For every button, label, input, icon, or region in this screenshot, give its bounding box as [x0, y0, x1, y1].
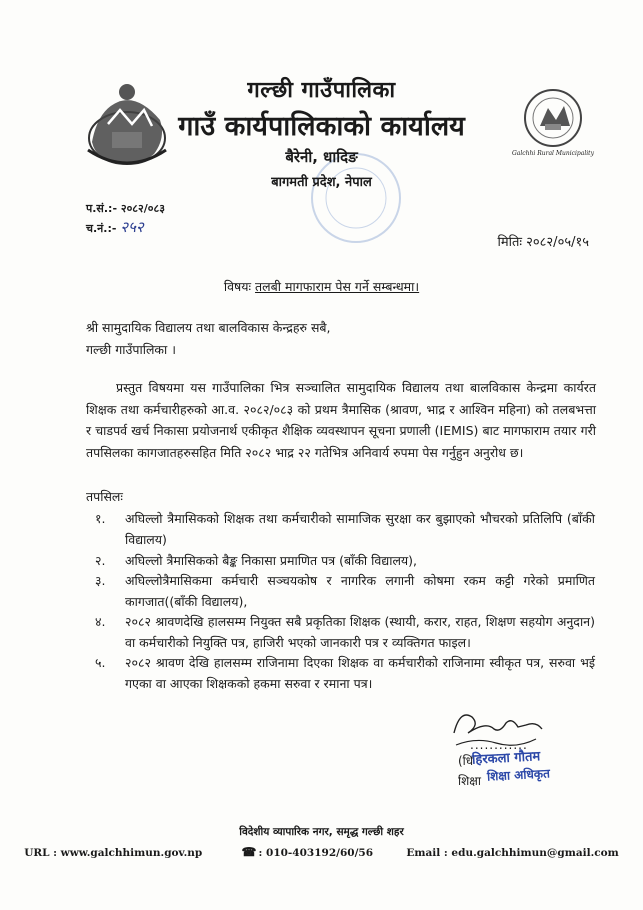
- logo-caption: Galchhi Rural Municipality: [512, 150, 594, 157]
- list-item: [95, 551, 595, 572]
- stamp-title: शिक्षा अधिकृत: [486, 766, 551, 784]
- list-item-text: २०८२ श्रावणदेखि हालसम्म नियुक्त सबै प्रकृतिका शिक्षक (स्थायी, करार, राहत, शिक्षण सहयोग अनुदान) वा कर्मचारीको नियुक्ति पत्र, हाजिरी भएको जानकारी पत्र र व्यक्तिगत फाइल।: [125, 614, 595, 650]
- list-item: [95, 571, 595, 612]
- fiscal-year-label: प.सं.:-: [86, 202, 118, 215]
- province-country: बागमती प्रदेश, नेपाल: [271, 175, 372, 190]
- footer-contact: [0, 845, 643, 859]
- subject-line: [0, 278, 643, 295]
- list-item-number: ५.: [95, 655, 106, 670]
- signatory-name-prefix: (धि: [458, 754, 474, 768]
- list-item: [95, 509, 595, 550]
- list-item-number: ३.: [95, 573, 106, 588]
- list-item-number: ४.: [95, 614, 106, 629]
- list-item-text: अघिल्लो त्रैमासिकको बैङ्क निकासा प्रमाणित पत्र (बाँकी विद्यालय),: [125, 553, 418, 568]
- dispatch-number-label: च.नं.:-: [86, 222, 117, 235]
- list-item-number: १.: [95, 511, 106, 526]
- footer-slogan: विदेशीय व्यापारिक नगर, समृद्ध गल्छी शहर: [239, 826, 404, 838]
- office-location: बैरेनी, धादिङ: [285, 148, 358, 166]
- list-item: [95, 612, 595, 653]
- fiscal-year-value: २०८२/०८३: [120, 202, 165, 215]
- footer-email: Email : edu.galchhimun@gmail.com: [406, 847, 619, 859]
- list-item-text: २०८२ श्रावण देखि हालसम्म राजिनामा दिएका शिक्षक वा कर्मचारीको राजिनामा स्वीकृत पत्र, सरुवा भई गएका वा आएका शिक्षकको हकमा सरुवा र रमाना पत्र।: [125, 655, 595, 691]
- municipality-name: गल्छी गाउँपालिका: [247, 78, 396, 103]
- list-item-number: २.: [95, 553, 106, 568]
- dispatch-number-ref: [86, 217, 144, 237]
- recipient-line-2: गल्छी गाउँपालिका ।: [86, 342, 176, 357]
- fiscal-year-ref: [86, 201, 165, 216]
- letter-date: मितिः २०८२/०५/१५: [497, 235, 589, 250]
- signatory-title-prefix: शिक्षा: [458, 774, 481, 788]
- footer-phone: : 010-403192/60/56: [258, 847, 374, 859]
- dispatch-number-value: २५२: [120, 218, 144, 236]
- list-title: तपसिलः: [86, 489, 123, 504]
- telephone-icon: ☎: [241, 845, 257, 859]
- stamp-name: हिरकला गौतम: [471, 749, 541, 768]
- recipient-line-1: श्री सामुदायिक विद्यालय तथा बालविकास केन्द्रहरु सबै,: [86, 320, 331, 335]
- footer-url: URL : www.galchhimun.gov.np: [24, 847, 203, 859]
- office-name: गाउँ कार्यपालिकाको कार्यालय: [178, 111, 465, 142]
- body-paragraph: प्रस्तुत विषयमा यस गाउँपालिका भित्र सञ्चालित सामुदायिक विद्यालय तथा बालविकास केन्द्रमा कार्यरत शिक्षक तथा कर्मचारीहरुको आ.व. २०८२/०८३ को प्रथम त्रैमासिक (श्रावण, भाद्र र आश्विन महिना) को तलबभत्ता र चाडपर्व खर्च निकासा प्रयोजनार्थ एकीकृत शैक्षिक व्यवस्थापन सूचना प्रणाली (IEMIS) बाट मागफाराम तयार गरी तपसिलका कागजातहरुसहित मिति २०८२ भाद्र २२ गतेभित्र अनिवार्य रुपमा पेस गर्नुहुन अनुरोध छ।: [86, 380, 596, 460]
- signature-line: ............: [470, 738, 528, 752]
- list-item-text: अघिल्लोत्रैमासिकमा कर्मचारी सञ्चयकोष र नागरिक लगानी कोषमा रकम कट्टी गरेको प्रमाणित कागजात((बाँकी विद्यालय),: [125, 573, 595, 609]
- list-item-text: अघिल्लो त्रैमासिकको शिक्षक तथा कर्मचारीको सामाजिक सुरक्षा कर बुझाएको भौचरको प्रतिलिपि (बाँकी विद्यालय): [125, 511, 595, 547]
- subject-text: तलबी मागफाराम पेस गर्ने सम्बन्धमा।: [255, 279, 420, 294]
- list-item: [95, 653, 595, 694]
- subject-label: विषयः: [223, 279, 252, 294]
